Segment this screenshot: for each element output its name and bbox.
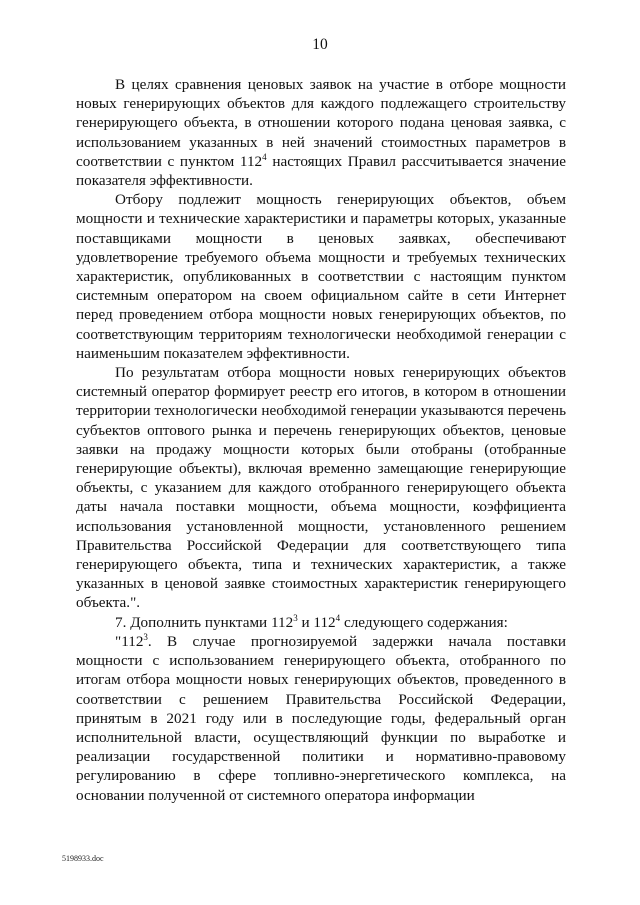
paragraph — [76, 75, 566, 190]
superscript: 4 — [262, 151, 267, 162]
text-segment: В целях сравнения ценовых заявок на участие в отборе мощности новых генерирующих объектов для каждого подлежащего строительству генерирующего объекта, в отношении которого подана ценовая заявка, с использованием указанных в ней значений стоимостных параметров в соответствии с пунктом 112 — [76, 76, 566, 170]
text-segment: и 112 — [297, 613, 336, 631]
text-segment: настоящих Правил рассчитывается значение показателя эффективности. — [76, 152, 566, 190]
text-segment: 7. Дополнить пунктами 112 — [115, 613, 294, 631]
paragraph — [76, 190, 566, 363]
footer-filename: 5198933.doc — [62, 854, 104, 863]
text-segment: следующего содержания: — [340, 613, 508, 631]
paragraph — [76, 632, 566, 805]
superscript: 3 — [143, 631, 148, 642]
superscript: 4 — [335, 612, 341, 623]
text-segment: "112 — [115, 632, 144, 650]
text-segment: Отбору подлежит мощность генерирующих объектов, объем мощности и технические характеристики и параметры которых, указанные поставщиками мощности в ценовых заявках, обеспечивают удовлетворение требуемого объема мощности и требуемых технических характеристик, опубликованных в соответствии с настоящим пунктом системным оператором на своем официальном сайте в сети Интернет перед проведением отбора мощности новых генерирующих объектов, по соответствующим территориям технологически необходимой генерации с наименьшим показателем эффективности. — [76, 191, 566, 362]
text-segment: . В случае прогнозируемой задержки начала поставки мощности с использованием генерирующего объекта, отобранного по итогам отбора мощности новых генерирующих объектов, проведенного в соответствии с решением Правительства Российской Федерации, принятым в 2021 году или в последующие годы, федеральный орган исполнительной власти, осуществляющий функции по выработке и реализации государственной политики и нормативно-правовому регулированию в сфере топливно-энергетического комплекса, на основании полученной от системного оператора информации — [76, 632, 566, 804]
text-segment: По результатам отбора мощности новых генерирующих объектов системный оператор формирует реестр его итогов, в котором в отношении территории технологически необходимой генерации указываются перечень субъектов оптового рынка и перечень генерирующих объектов, ценовые заявки на продажу мощности которых были отобраны (отобранные генерирующие объекты), включая временно замещающие генерирующие объекты, с указанием для каждого отобранного генерирующего объекта даты начала поставки мощности, объема мощности, коэффициента использования установленной мощности, установленного решением Правительства Российской Федерации для соответствующего типа генерирующего объекта, типа и технических характеристик, а также указанных в ценовой заявке стоимостных характеристик генерирующего объекта.". — [76, 364, 566, 612]
paragraph — [76, 613, 566, 632]
page-number: 10 — [312, 36, 328, 53]
paragraph — [76, 363, 566, 613]
document-body — [76, 75, 566, 805]
superscript: 3 — [293, 612, 298, 623]
